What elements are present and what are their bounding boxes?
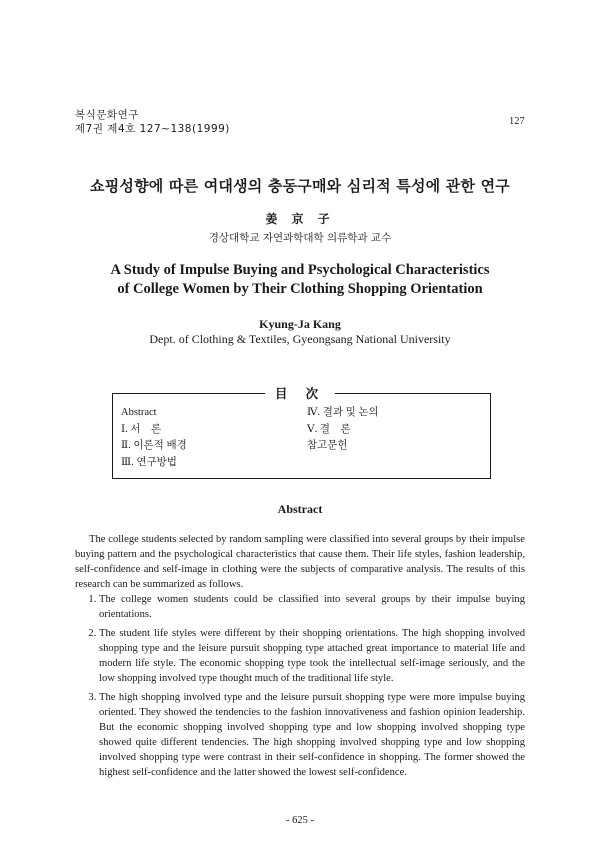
- abstract-list-item: 2. The student life styles were different by their shopping orientations. The high shopping involved shopping type and the leisure pursuit shopping type attached great importance to material life and modern life style. The economic shopping type took the intellectual self-image seriously, and the low shopping involved type thought much of the traditional life style.: [99, 626, 525, 686]
- toc-heading-text: 目 次: [265, 386, 335, 401]
- english-affiliation: Dept. of Clothing & Textiles, Gyeongsang National University: [149, 332, 451, 346]
- journal-info: [75, 108, 230, 136]
- abstract-body: [75, 532, 525, 784]
- footer-page-number: - 625 -: [286, 815, 314, 826]
- header-page-number: 127: [509, 116, 525, 127]
- korean-affiliation: 경상대학교 자연과학대학 의류학과 교수: [208, 232, 392, 244]
- abstract-list-item: 3. The high shopping involved type and the leisure pursuit shopping type were more impulse buying oriented. They showed the tendencies to the fashion innovativeness and fashion opinion leadership. But the economic shopping involved shopping type and low shopping involved shopping type showed quite different tendencies. The high shopping involved shopping type and low shopping involved shopping type were contrast in their self-confidence in shopping. The former showed the highest self-confidence and the latter showed the lowest self-confidence.: [99, 690, 525, 780]
- toc-item: Abstract: [121, 407, 157, 418]
- volume-info: 제7권 제4호 127~138(1999): [75, 123, 230, 135]
- abstract-heading: Abstract: [277, 502, 323, 516]
- toc-item: Ⅱ. 이론적 배경: [121, 440, 187, 451]
- toc-heading: [0, 384, 600, 402]
- toc-item: Ⅲ. 연구방법: [121, 456, 177, 468]
- table-of-contents-box: [112, 393, 491, 479]
- korean-title: 쇼핑성향에 따른 여대생의 충동구매와 심리적 특성에 관한 연구: [90, 177, 510, 195]
- english-title-line-2: of College Women by Their Clothing Shopping Orientation: [117, 281, 483, 297]
- journal-name: 복식문화연구: [75, 109, 139, 121]
- english-title: [0, 261, 600, 299]
- abstract-list: [75, 592, 525, 780]
- english-title-line-1: A Study of Impulse Buying and Psychological Characteristics: [110, 262, 490, 278]
- abstract-list-item: 1. The college women students could be classified into several groups by their impulse buying orientations.: [99, 592, 525, 622]
- abstract-intro: The college students selected by random sampling were classified into several groups by their impulse buying pattern and the psychological characteristics that cause them. Their life styles, fashion leadership, self-confidence and self-image in clothing were the subjects of comparative analysis. The results of this research can be summarized as follows.: [75, 534, 525, 590]
- toc-item: Ⅰ. 서 론: [121, 423, 162, 435]
- toc-item: Ⅴ. 결 론: [307, 423, 351, 435]
- toc-left-column: [121, 405, 187, 471]
- toc-right-column: [307, 405, 379, 455]
- toc-item: Ⅳ. 결과 및 논의: [307, 407, 379, 418]
- korean-author: 姜 京 子: [265, 212, 335, 226]
- english-author: Kyung-Ja Kang: [259, 317, 341, 331]
- toc-item: 참고문헌: [307, 440, 348, 451]
